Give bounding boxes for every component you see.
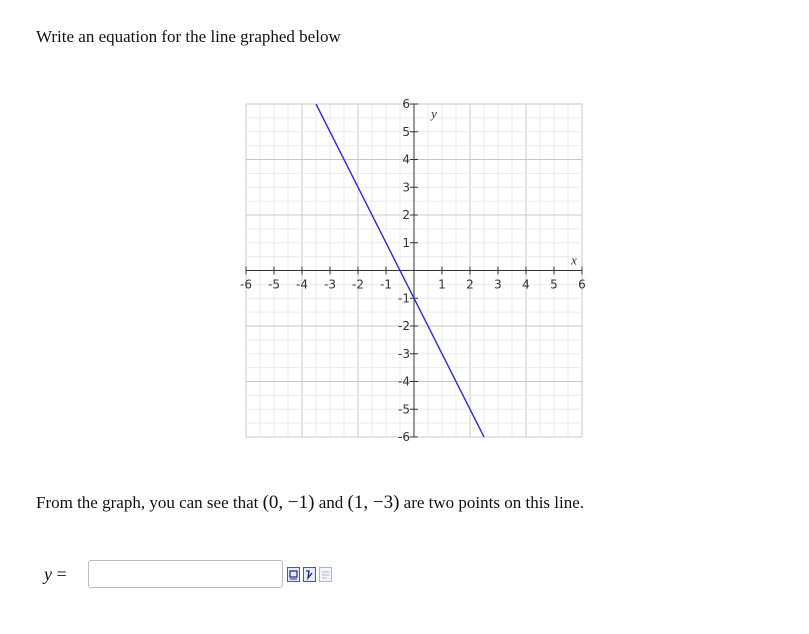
answer-input[interactable] xyxy=(88,560,283,588)
y-tick-label: -1 xyxy=(398,291,410,306)
math-editor-icon[interactable] xyxy=(303,567,316,582)
x-tick-label: -5 xyxy=(268,277,280,292)
x-tick-label: 4 xyxy=(522,277,530,292)
explanation-outro: are two points on this line. xyxy=(399,493,585,512)
y-tick-label: 1 xyxy=(402,235,410,250)
answer-tools xyxy=(287,567,332,582)
x-tick-label: -2 xyxy=(352,277,364,292)
x-tick-label: -4 xyxy=(296,277,308,292)
point-two: (1, −3) xyxy=(347,492,400,513)
y-tick-label: -3 xyxy=(398,346,410,361)
answer-variable: y xyxy=(44,564,52,584)
y-tick-label: -4 xyxy=(398,374,410,389)
preview-icon[interactable] xyxy=(287,567,300,582)
x-tick-label: -6 xyxy=(240,277,252,292)
explanation-connector: and xyxy=(314,493,348,512)
x-tick-label: 5 xyxy=(550,277,558,292)
explanation-intro: From the graph, you can see that xyxy=(36,493,263,512)
answer-label xyxy=(44,564,67,585)
y-tick-label: -2 xyxy=(398,319,410,333)
question-prompt: Write an equation for the line graphed below xyxy=(36,27,341,46)
answer-equals: = xyxy=(52,564,67,584)
point-one: (0, −1) xyxy=(262,492,315,513)
x-tick-label: 3 xyxy=(494,277,502,292)
y-tick-label: 3 xyxy=(402,180,410,195)
line-graph xyxy=(236,96,596,446)
x-tick-label: 6 xyxy=(578,277,586,292)
x-axis-label: x xyxy=(571,252,577,268)
y-tick-label: 4 xyxy=(402,152,410,167)
y-axis-label: y xyxy=(431,106,437,121)
y-tick-label: 6 xyxy=(402,97,410,111)
help-icon[interactable] xyxy=(319,567,332,582)
x-tick-label: 1 xyxy=(438,277,446,292)
x-tick-label: -1 xyxy=(380,277,392,292)
explanation-text xyxy=(36,492,584,514)
y-tick-label: -5 xyxy=(398,402,410,417)
x-tick-label: 2 xyxy=(466,277,474,292)
y-tick-label: 5 xyxy=(402,124,410,139)
x-tick-label: -3 xyxy=(324,277,336,292)
y-tick-label: 2 xyxy=(402,208,410,222)
y-tick-label: -6 xyxy=(398,430,410,444)
